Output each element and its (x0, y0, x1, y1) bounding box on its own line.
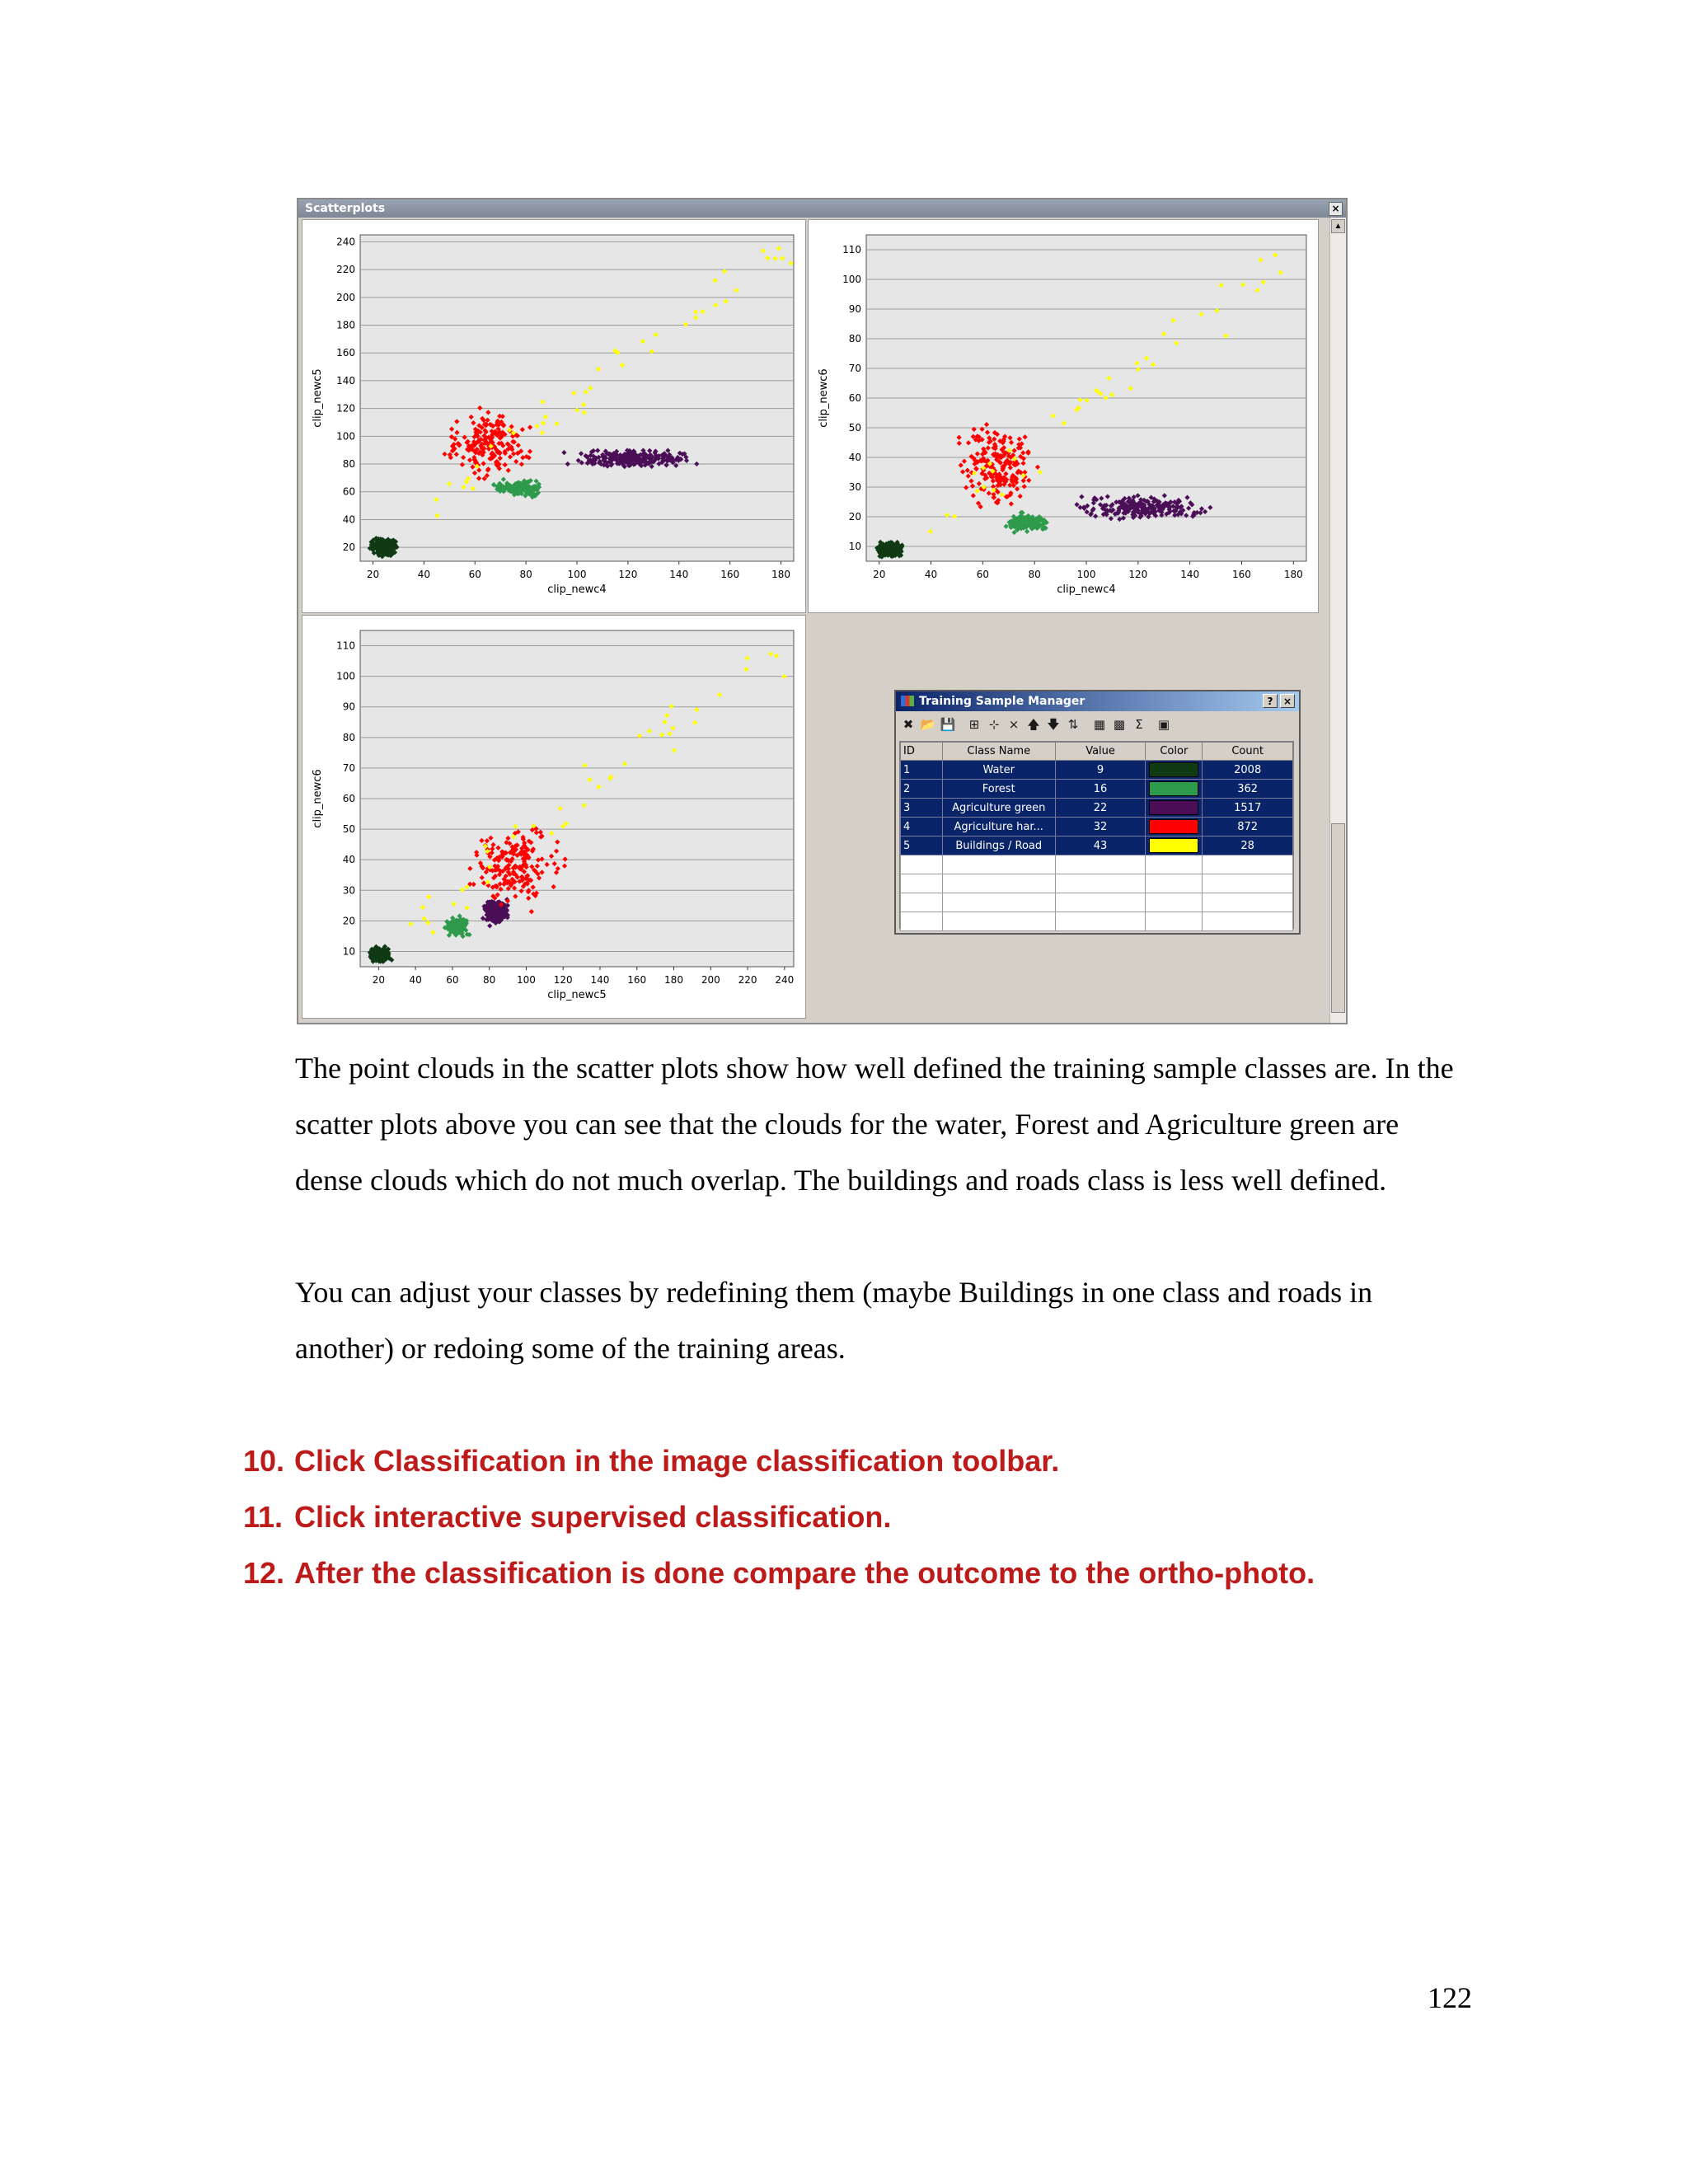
y-tick-label: 40 (342, 854, 355, 866)
statistics-icon[interactable]: Σ (1135, 717, 1143, 732)
training-sample-manager-icon (901, 696, 914, 706)
y-tick-label: 80 (342, 731, 355, 743)
tsm-title-bar (896, 691, 1299, 711)
y-tick-label: 20 (848, 511, 861, 523)
training-samples-table (899, 741, 1294, 929)
paragraph-adjust-classes: You can adjust your classes by redefining them (maybe Buildings in one class and roads in another) or redoing some of the training areas. (295, 1276, 1373, 1365)
table-row[interactable] (901, 799, 1293, 818)
y-tick-label: 140 (336, 374, 355, 387)
y-tick-label: 30 (342, 884, 355, 897)
y-tick-label: 90 (848, 303, 861, 315)
open-folder-icon[interactable]: 📂 (920, 717, 936, 732)
x-tick-label: 100 (567, 569, 587, 580)
training-sample-manager (894, 690, 1301, 935)
x-tick-label: 240 (775, 974, 795, 986)
step-10 (243, 1433, 1059, 1489)
scroll-thumb[interactable] (1331, 823, 1345, 1013)
scatterplot-svg (809, 220, 1318, 612)
y-axis-label: clip_newc5 (312, 368, 324, 428)
x-tick-label: 180 (664, 974, 683, 986)
x-tick-label: 80 (519, 569, 532, 580)
scatterplot-icon[interactable]: ▩ (1113, 717, 1126, 732)
y-tick-label: 220 (336, 264, 355, 276)
create-signature-icon[interactable]: ▣ (1157, 717, 1170, 732)
y-tick-label: 50 (342, 823, 355, 836)
col-count[interactable]: Count (1203, 743, 1293, 761)
y-tick-label: 110 (842, 244, 861, 255)
color-swatch (1149, 819, 1198, 834)
y-tick-label: 30 (848, 481, 861, 493)
row-class-name: Buildings / Road (942, 837, 1055, 855)
tsm-close-button[interactable]: × (1280, 694, 1295, 708)
x-tick-label: 180 (1283, 569, 1303, 580)
y-axis-label: clip_newc6 (312, 769, 324, 828)
x-tick-label: 180 (771, 569, 790, 580)
step-10-number: 10. (243, 1444, 285, 1478)
y-tick-label: 240 (336, 236, 355, 248)
row-count: 872 (1203, 818, 1293, 837)
x-tick-label: 140 (590, 974, 610, 986)
y-tick-label: 10 (342, 945, 355, 958)
reorder-icon[interactable]: ⇅ (1067, 717, 1079, 732)
x-tick-label: 20 (366, 569, 380, 580)
y-tick-label: 200 (336, 291, 355, 303)
vertical-scrollbar[interactable] (1329, 218, 1346, 1023)
scatterplots-window (297, 198, 1348, 1024)
x-tick-label: 20 (873, 569, 886, 580)
row-class-name: Agriculture har... (942, 818, 1055, 837)
row-value: 22 (1055, 799, 1146, 818)
row-color[interactable] (1146, 780, 1203, 799)
table-row[interactable] (901, 761, 1293, 780)
row-value: 43 (1055, 837, 1146, 855)
window-title-text: Scatterplots (305, 202, 386, 215)
x-tick-label: 140 (669, 569, 689, 580)
step-11 (243, 1489, 891, 1545)
scroll-up-arrow-icon[interactable]: ▲ (1331, 219, 1345, 233)
y-tick-label: 100 (842, 274, 861, 285)
row-color[interactable] (1146, 837, 1203, 855)
row-id: 5 (901, 837, 943, 855)
color-swatch (1149, 781, 1198, 796)
col-class[interactable]: Class Name (942, 743, 1055, 761)
step-12-number: 12. (243, 1556, 285, 1590)
x-tick-label: 40 (409, 974, 422, 986)
scatterplot-c4-c5 (302, 219, 806, 613)
y-tick-label: 100 (336, 670, 355, 682)
x-tick-label: 80 (483, 974, 496, 986)
close-button[interactable]: × (1329, 202, 1343, 216)
tsm-title-text: Training Sample Manager (919, 695, 1085, 708)
color-swatch (1149, 762, 1198, 777)
y-tick-label: 180 (336, 319, 355, 331)
x-tick-label: 60 (446, 974, 459, 986)
row-id: 4 (901, 818, 943, 837)
y-tick-label: 60 (342, 793, 355, 804)
x-tick-label: 160 (627, 974, 647, 986)
x-axis-label: clip_newc4 (547, 583, 607, 596)
row-count: 28 (1203, 837, 1293, 855)
row-color[interactable] (1146, 799, 1203, 818)
step-10-text: Click Classification in the image classification toolbar. (294, 1444, 1060, 1478)
move-up-icon[interactable]: 🡅 (1027, 717, 1040, 732)
row-class-name: Water (942, 761, 1055, 780)
y-tick-label: 40 (848, 452, 861, 463)
y-tick-label: 120 (336, 402, 355, 415)
empty-row (901, 874, 1293, 893)
row-color[interactable] (1146, 818, 1203, 837)
y-tick-label: 20 (342, 541, 355, 554)
empty-row (901, 912, 1293, 931)
split-icon[interactable]: ⊹ (988, 717, 1000, 732)
y-tick-label: 40 (342, 513, 355, 526)
table-row[interactable] (901, 837, 1293, 855)
x-tick-label: 60 (468, 569, 481, 580)
step-11-number: 11. (243, 1500, 284, 1534)
y-tick-label: 80 (848, 333, 861, 344)
row-value: 9 (1055, 761, 1146, 780)
y-tick-label: 50 (848, 422, 861, 434)
y-tick-label: 110 (336, 640, 355, 652)
step-11-text: Click interactive supervised classification. (294, 1500, 892, 1534)
empty-row (901, 893, 1293, 912)
plot-frame (360, 235, 794, 561)
x-tick-label: 140 (1180, 569, 1200, 580)
help-button[interactable]: ? (1263, 694, 1278, 708)
y-tick-label: 60 (342, 485, 355, 498)
color-swatch (1149, 800, 1198, 815)
move-down-icon[interactable]: 🡇 (1047, 717, 1060, 732)
window-title (298, 199, 1346, 218)
x-axis-label: clip_newc5 (547, 989, 607, 1001)
y-axis-label: clip_newc6 (818, 368, 830, 428)
y-tick-label: 70 (848, 363, 861, 374)
x-tick-label: 100 (516, 974, 536, 986)
y-tick-label: 10 (848, 541, 861, 552)
table-row[interactable] (901, 818, 1293, 837)
x-tick-label: 120 (618, 569, 638, 580)
table-row[interactable] (901, 780, 1293, 799)
x-tick-label: 40 (417, 569, 430, 580)
y-tick-label: 60 (848, 392, 861, 404)
x-tick-label: 100 (1076, 569, 1096, 580)
x-tick-label: 160 (1232, 569, 1251, 580)
delete-icon[interactable]: ✖ (903, 717, 914, 732)
row-id: 2 (901, 780, 943, 799)
x-tick-label: 120 (553, 974, 573, 986)
row-id: 3 (901, 799, 943, 818)
y-tick-label: 160 (336, 347, 355, 359)
y-tick-label: 20 (342, 915, 355, 927)
x-tick-label: 220 (738, 974, 757, 986)
col-color[interactable]: Color (1146, 743, 1203, 761)
scatterplot-svg (302, 616, 805, 1018)
step-12 (243, 1545, 1315, 1601)
scatterplot-svg (302, 220, 805, 612)
col-id[interactable]: ID (901, 743, 943, 761)
row-value: 32 (1055, 818, 1146, 837)
y-tick-label: 80 (342, 458, 355, 471)
page-number: 122 (1428, 1981, 1472, 2014)
row-count: 1517 (1203, 799, 1293, 818)
step-12-text: After the classification is done compare the outcome to the ortho-photo. (294, 1556, 1315, 1590)
empty-row (901, 855, 1293, 874)
x-tick-label: 120 (1128, 569, 1148, 580)
y-tick-label: 70 (342, 762, 355, 774)
scatterplot-c5-c6 (302, 615, 806, 1019)
row-value: 16 (1055, 780, 1146, 799)
x-tick-label: 80 (1028, 569, 1041, 580)
y-tick-label: 100 (336, 430, 355, 443)
x-tick-label: 200 (701, 974, 720, 986)
col-value[interactable]: Value (1055, 743, 1146, 761)
row-count: 362 (1203, 780, 1293, 799)
row-id: 1 (901, 761, 943, 780)
color-swatch (1149, 838, 1198, 853)
y-tick-label: 90 (342, 701, 355, 713)
merge-icon[interactable]: ⊞ (968, 717, 980, 732)
x-tick-label: 20 (372, 974, 386, 986)
row-count: 2008 (1203, 761, 1293, 780)
histogram-icon[interactable]: ▦ (1093, 717, 1106, 732)
x-axis-label: clip_newc4 (1057, 583, 1116, 596)
x-tick-label: 160 (720, 569, 740, 580)
tsm-toolbar (899, 715, 1295, 734)
x-tick-label: 60 (976, 569, 989, 580)
row-class-name: Forest (942, 780, 1055, 799)
save-icon[interactable]: 💾 (940, 717, 956, 732)
paragraph-point-clouds: The point clouds in the scatter plots show how well defined the training sample classes are. In the scatter plots above you can see that the clouds for the water, Forest and Agriculture green are dense clouds which do not much overlap. The buildings and roads class is less well defined. (295, 1052, 1454, 1197)
scatterplot-c4-c6 (808, 219, 1319, 613)
row-class-name: Agriculture green (942, 799, 1055, 818)
remove-icon[interactable]: × (1008, 717, 1020, 732)
x-tick-label: 40 (924, 569, 938, 580)
row-color[interactable] (1146, 761, 1203, 780)
